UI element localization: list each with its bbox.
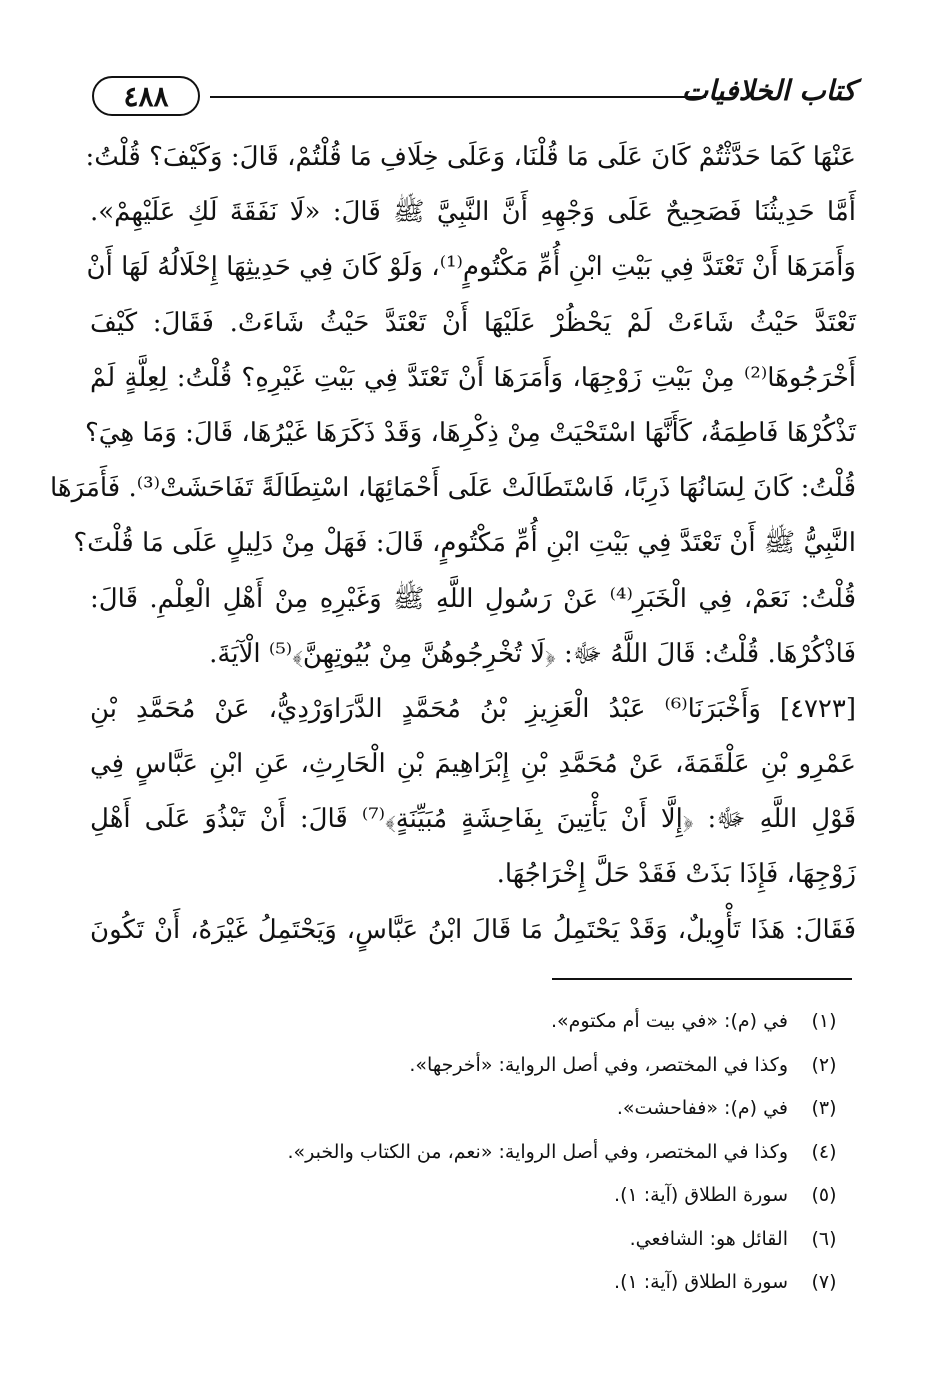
text-line: النَّبِيُّ ﷺ أَنْ تَعْتَدَّ فِي بَيْتِ ابْنِ أُمِّ مَكْتُومٍ، قَالَ: فَهَلْ مِنْ دَلِيلٍ عَلَى مَا قُلْتَ؟ xyxy=(73,528,856,559)
footnote-number: (٦) xyxy=(811,1227,837,1250)
text-line: [٤٧٢٣] وَأَخْبَرَنَا⁽⁶⁾ عَبْدُ الْعَزِيزِ بْنُ مُحَمَّدٍ الدَّرَاوَرْدِيُّ، عَنْ مُحَمَّدِ بْنِ xyxy=(90,693,856,724)
footnote-text: سورة الطلاق (آية: ١). xyxy=(614,1271,788,1293)
footnote-text: سورة الطلاق (آية: ١). xyxy=(614,1184,788,1206)
text-line: تَعْتَدَّ حَيْثُ شَاءَتْ لَمْ يَحْظُرْ عَلَيْهَا أَنْ تَعْتَدَّ حَيْثُ شَاءَتْ. فَقَالَ: كَيْفَ xyxy=(90,307,856,338)
text-line: زَوْجِهَا، فَإِذَا بَذَتْ فَقَدْ حَلَّ إِخْرَاجُهَا. xyxy=(496,859,856,890)
text-line: فَاذْكُرْهَا. قُلْتُ: قَالَ اللَّهُ ﷻ: ﴿لَا تُخْرِجُوهُنَّ مِنْ بُيُوتِهِنَّ﴾⁽⁵⁾ الْآيَةَ. xyxy=(209,638,856,669)
footnote-text: وكذا في المختصر، وفي أصل الرواية: «نعم، من الكتاب والخبر». xyxy=(287,1140,788,1163)
footnote xyxy=(90,1087,856,1131)
footnote-number: (١) xyxy=(811,1010,837,1032)
text-line: تَذْكُرْهَا فَاطِمَةُ، كَأَنَّهَا اسْتَحْيَتْ مِنْ ذِكْرِهَا، وَقَدْ ذَكَرَهَا غَيْرُهَا، قَالَ: وَمَا هِيَ؟ xyxy=(84,417,856,448)
footnote xyxy=(90,1174,856,1218)
footnote-text: القائل هو: الشافعي. xyxy=(629,1227,788,1250)
text-line: قُلْتُ: نَعَمْ، فِي الْخَبَرِ⁽⁴⁾ عَنْ رَسُولِ اللَّهِ ﷺ وَغَيْرِهِ مِنْ أَهْلِ الْعِلْمِ. قَالَ: xyxy=(90,583,857,614)
text-line: أَخْرَجُوهَا⁽²⁾ مِنْ بَيْتِ زَوْجِهَا، وَأَمَرَهَا أَنْ تَعْتَدَّ فِي بَيْتِ غَيْرِهِ؟ قُلْتُ: لِعِلَّةٍ لَمْ xyxy=(90,362,856,393)
footnote-text: في (م): «ففاحشت». xyxy=(616,1097,788,1119)
text-line: قَوْلِ اللَّهِ ﷻ: ﴿إِلَّا أَنْ يَأْتِينَ بِفَاحِشَةٍ مُبَيِّنَةٍ﴾⁽⁷⁾ قَالَ: أَنْ تَبْذُوَ عَلَى أَهْلِ xyxy=(90,804,856,835)
header-rule xyxy=(210,96,706,98)
text-line: عَنْهَا كَمَا حَدَّثْتُمْ كَانَ عَلَى مَا قُلْنَا، وَعَلَى خِلَافِ مَا قُلْتُمْ، قَالَ: وَكَيْفَ؟ قُلْتُ: xyxy=(85,142,856,172)
footnote-number: (٥) xyxy=(811,1184,837,1206)
footnote-number: (٧) xyxy=(811,1271,837,1293)
footnote xyxy=(90,1218,856,1262)
footnote-text: في (م): «في بيت أم مكتوم». xyxy=(550,1010,788,1032)
footnote-number: (٢) xyxy=(811,1053,837,1076)
footnotes xyxy=(90,1000,856,1305)
page-header xyxy=(92,68,856,124)
footnote-text: وكذا في المختصر، وفي أصل الرواية: «أخرجها». xyxy=(409,1053,788,1076)
footnote-separator xyxy=(552,978,852,980)
running-title: كتاب الخلافيات xyxy=(681,74,856,107)
footnote-number: (٣) xyxy=(811,1097,837,1119)
footnote xyxy=(90,1261,856,1305)
text-line: فَقَالَ: هَذَا تَأْوِيلٌ، وَقَدْ يَحْتَمِلُ مَا قَالَ ابْنُ عَبَّاسٍ، وَيَحْتَمِلُ غَيْرَهُ، أَنْ تَكُونَ xyxy=(90,914,856,945)
main-text xyxy=(49,130,857,958)
footnote xyxy=(90,1131,856,1175)
text-line: قُلْتُ: كَانَ لِسَانُهَا ذَرِبًا، فَاسْتَطَالَتْ عَلَى أَحْمَائِهَا، اسْتِطَالَةً تَفَاحَشَتْ⁽³⁾. فَأَمَرَهَا xyxy=(49,473,856,504)
page-number: ٤٨٨ xyxy=(92,76,200,116)
text-line: أَمَّا حَدِيثُنَا فَصَحِيحٌ عَلَى وَجْهِهِ أَنَّ النَّبِيَّ ﷺ قَالَ: «لَا نَفَقَةَ لَكِ عَلَيْهِمْ». xyxy=(90,197,856,228)
footnote xyxy=(90,1000,856,1044)
text-line: وَأَمَرَهَا أَنْ تَعْتَدَّ فِي بَيْتِ ابْنِ أُمِّ مَكْتُومٍ⁽¹⁾، وَلَوْ كَانَ فِي حَدِيثِهَا إِحْلَالُهُ لَهَا أَنْ xyxy=(86,252,856,283)
text-line: عَمْرِو بْنِ عَلْقَمَةَ، عَنْ مُحَمَّدِ بْنِ إِبْرَاهِيمَ بْنِ الْحَارِثِ، عَنِ ابْنِ عَبَّاسٍ فِي xyxy=(90,749,856,780)
footnote-number: (٤) xyxy=(811,1140,837,1163)
footnote xyxy=(90,1044,856,1088)
